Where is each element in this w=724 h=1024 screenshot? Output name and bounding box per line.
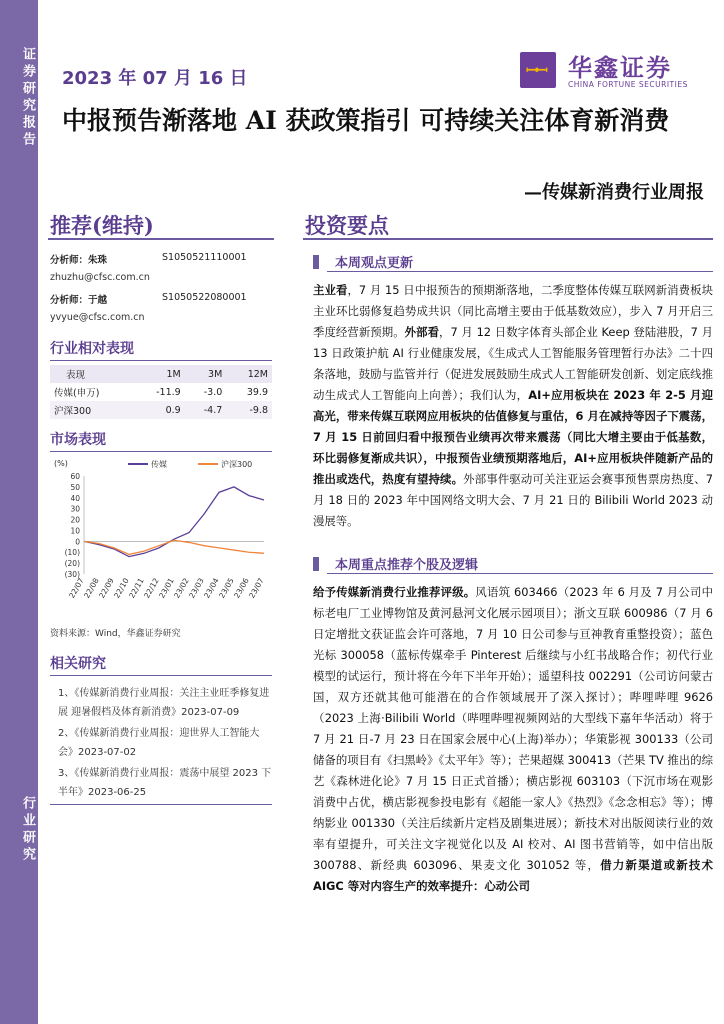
analyst-name: 分析师：于越 <box>50 295 108 306</box>
x-tick-label: 22/08 <box>82 576 101 600</box>
x-tick-label: 23/03 <box>187 576 206 600</box>
stock-item: 浙文互联 600986（7 月 6 日定增批文获证监会许可落地，7 月 10 日公司参与亘神教育重整投资）； <box>313 606 713 641</box>
table-cell: 39.9 <box>246 386 268 398</box>
weekly-view-paragraph <box>313 280 713 532</box>
stock-item: 蓝色光标 300058（蓝标传媒牵手 Pinterest 后继续与小红书战略合作；初代行业模型的试运行，预计将在今年下半年开始）； <box>313 627 713 683</box>
table-row <box>50 383 272 401</box>
analyst-1 <box>50 252 272 272</box>
y-tick-label: 60 <box>70 472 80 481</box>
x-tick-label: 23/01 <box>157 576 176 600</box>
analyst-cert: S1050522080001 <box>162 292 247 303</box>
body-text: ，7 月 12 日数字体育头部企业 Keep 登陆港股，7 月 13 日政策护航 AI 行业健康发展，《生成式人工智能服务管理暂行办法》二十四条落地，鼓励与监管并行（促进发展鼓励生成式人工智能研发创新、划定底线推动生成式人工智能向上向善）；我们认为， <box>313 325 713 402</box>
x-tick-label: 23/07 <box>247 576 266 600</box>
logo-english-name: CHINA FORTUNE SECURITIES <box>568 80 688 89</box>
market-chart-svg <box>50 454 272 624</box>
x-tick-label: 23/05 <box>217 576 236 600</box>
y-tick-label: (30) <box>64 570 80 579</box>
y-tick-label: (20) <box>64 559 80 569</box>
table-row <box>50 401 272 419</box>
series-line-media <box>84 487 264 557</box>
table-cell: 沪深300 <box>50 401 134 419</box>
section-header <box>313 554 713 574</box>
section-underline <box>327 271 713 272</box>
x-tick-label: 22/10 <box>112 576 131 600</box>
rating-heading: 推荐(维持) <box>50 213 154 238</box>
table-cell: 0.9 <box>134 401 185 419</box>
lead-text: 给予传媒新消费行业推荐评级。 <box>313 585 476 599</box>
related-item[interactable]: 3、《传媒新消费行业周报：震荡中展望 2023 下半年》2023-06-25 <box>58 768 272 798</box>
table-header: 表现 <box>50 365 134 383</box>
table-cell: -11.9 <box>156 386 181 398</box>
section-header <box>313 252 713 272</box>
x-tick-label: 23/06 <box>232 576 251 600</box>
x-tick-label: 22/11 <box>127 576 146 600</box>
chart-source: 资料来源：Wind，华鑫证券研究 <box>50 629 181 639</box>
investment-divider <box>303 238 713 240</box>
y-tick-label: 10 <box>70 526 80 536</box>
table-cell: -4.7 <box>185 401 227 419</box>
related-research-list <box>50 682 272 805</box>
section-title: 本周重点推荐个股及逻辑 <box>335 558 479 573</box>
y-tick-label: 50 <box>70 482 80 492</box>
section-marker <box>313 557 319 571</box>
stock-item: 哔哩哔哩 9626（2023 上海·Bilibili World（哔哩哔哩视频网站的大型线下嘉年华活动）将于 7 月 21 日-7 月 23 日在国家会展中心(上海)举办）； <box>313 690 713 746</box>
right-column <box>313 252 713 897</box>
logo-chinese-name: 华鑫证券 <box>568 54 672 82</box>
performance-table <box>50 365 272 419</box>
x-tick-label: 22/09 <box>97 576 116 600</box>
lead-text: 外部看 <box>404 325 440 339</box>
section-marker <box>313 255 319 269</box>
y-tick-label: 0 <box>75 537 80 547</box>
analyst-email[interactable]: zhuzhu@cfsc.com.cn <box>50 272 150 283</box>
category-label: 行业研究 <box>20 796 35 864</box>
investment-points-heading: 投资要点 <box>305 213 389 238</box>
highlight-text: 借力新渠道或新技术 AIGC 等对内容生产的效率提升：心动公司 <box>313 858 713 893</box>
legend-label: 沪深300 <box>221 460 253 469</box>
stock-item: 芒果超媒 300413（芒果 TV 推出的综艺《森林进化论》7 月 15 日正式首播）； <box>313 753 713 788</box>
related-item[interactable]: 1、《传媒新消费行业周报：关注主业旺季修复进展 迎暑假档及体育新消费》2023-07-09 <box>58 688 270 718</box>
x-tick-label: 23/04 <box>202 576 221 600</box>
table-header: 12M <box>226 365 272 383</box>
report-type-label: 证券研究报告 <box>20 47 35 149</box>
y-tick-label: 20 <box>70 515 80 525</box>
x-tick-label: 23/02 <box>172 576 191 600</box>
stock-item: 博纳影业 001330（关注后续新片定档及剧集进展）；新技术对出版阅读行业的效率有望提升，可关注文字视觉化以及 AI 校对、AI 图书营销等，如中信出版 300788、新经典 603096、果麦文化 301052 等， <box>313 795 713 872</box>
table-header: 3M <box>185 365 227 383</box>
analyst-name: 分析师：朱珠 <box>50 255 108 266</box>
y-tick-label: 30 <box>70 504 80 514</box>
performance-title: 行业相对表现 <box>50 338 272 361</box>
y-axis-label: (%) <box>54 459 68 468</box>
legend-label: 传媒 <box>151 460 167 469</box>
stock-item: 风语筑 603466（2023 年 6 月及 7 月公司中标老电厂工业博物馆及黄河悬河文化展示园项目）； <box>313 585 713 620</box>
table-cell: 传媒(申万) <box>54 388 100 399</box>
table-cell: -3.0 <box>203 386 223 398</box>
body-text: ，7 月 15 日中报预告的预期渐落地，二季度整体传媒互联网新消费板块主业环比弱修复趋势成共识（同比高增主要由于低基数效应），步入 7 月开启三季度经营新预期。 <box>313 283 713 339</box>
series-line-csi300 <box>84 540 264 554</box>
body-text: 外部事件驱动可关注亚运会赛事预售票房热度、7 月 18 日的 2023 年中国网络文明大会、7 月 21 日的 Bilibili World 2023 动漫展等。 <box>313 472 713 528</box>
y-tick-label: (10) <box>64 548 80 558</box>
table-header-row <box>50 365 272 383</box>
stock-item: 华策影视 300133（公司储备的项目有《扫黑岭》《太平年》等）； <box>313 732 713 767</box>
analyst-email[interactable]: yvyue@cfsc.com.cn <box>50 312 145 323</box>
analyst-2 <box>50 292 272 312</box>
analyst-cert: S1050521110001 <box>162 252 247 263</box>
market-chart <box>50 454 272 624</box>
related-item[interactable]: 2、《传媒新消费行业周报：迎世界人工智能大会》2023-07-02 <box>58 728 260 758</box>
stock-item: 遥望科技 002291（公司访问蒙古国，双方还就其他可能潜在的合作领域展开了深入探讨）； <box>313 669 713 704</box>
lead-text: 主业看 <box>313 283 348 297</box>
market-title: 市场表现 <box>50 429 272 452</box>
highlight-text: AI+应用板块在 2023 年 2-5 月迎高光，带来传媒互联网应用板块的估值修复与重估，6 月在减持等因子下震荡，7 月 15 日前回归看中报预告业绩再次带来震荡（同比大增主要由于低基数，环比弱修复渐成共识），中报预告业绩预期落地后，AI+应用板块伴随新产品的推出或迭代，热度有望持续。 <box>313 388 713 486</box>
stock-item: 横店影视 603103（下沉市场在观影消费中占优，横店影视参投电影有《超能一家人》《热烈》《念念相忘》等）； <box>313 774 713 809</box>
stock-picks-paragraph <box>313 582 713 897</box>
report-title: 中报预告渐落地 AI 获政策指引 可持续关注体育新消费 <box>62 106 670 135</box>
y-tick-label: 40 <box>70 493 80 503</box>
x-tick-label: 22/07 <box>67 576 86 600</box>
related-title: 相关研究 <box>50 653 272 676</box>
x-tick-label: 22/12 <box>142 576 161 600</box>
report-date: 2023 年 07 月 16 日 <box>62 68 248 89</box>
rating-divider <box>48 238 274 240</box>
report-subtitle: —传媒新消费行业周报 <box>524 182 704 203</box>
left-column <box>50 252 272 805</box>
table-header: 1M <box>134 365 185 383</box>
sidebar <box>0 0 38 1024</box>
section-underline <box>327 573 713 574</box>
company-logo <box>520 48 710 94</box>
table-cell: -9.8 <box>226 401 272 419</box>
section-title: 本周观点更新 <box>335 256 414 271</box>
logo-mark-icon: ꟷꟷ <box>520 52 556 88</box>
